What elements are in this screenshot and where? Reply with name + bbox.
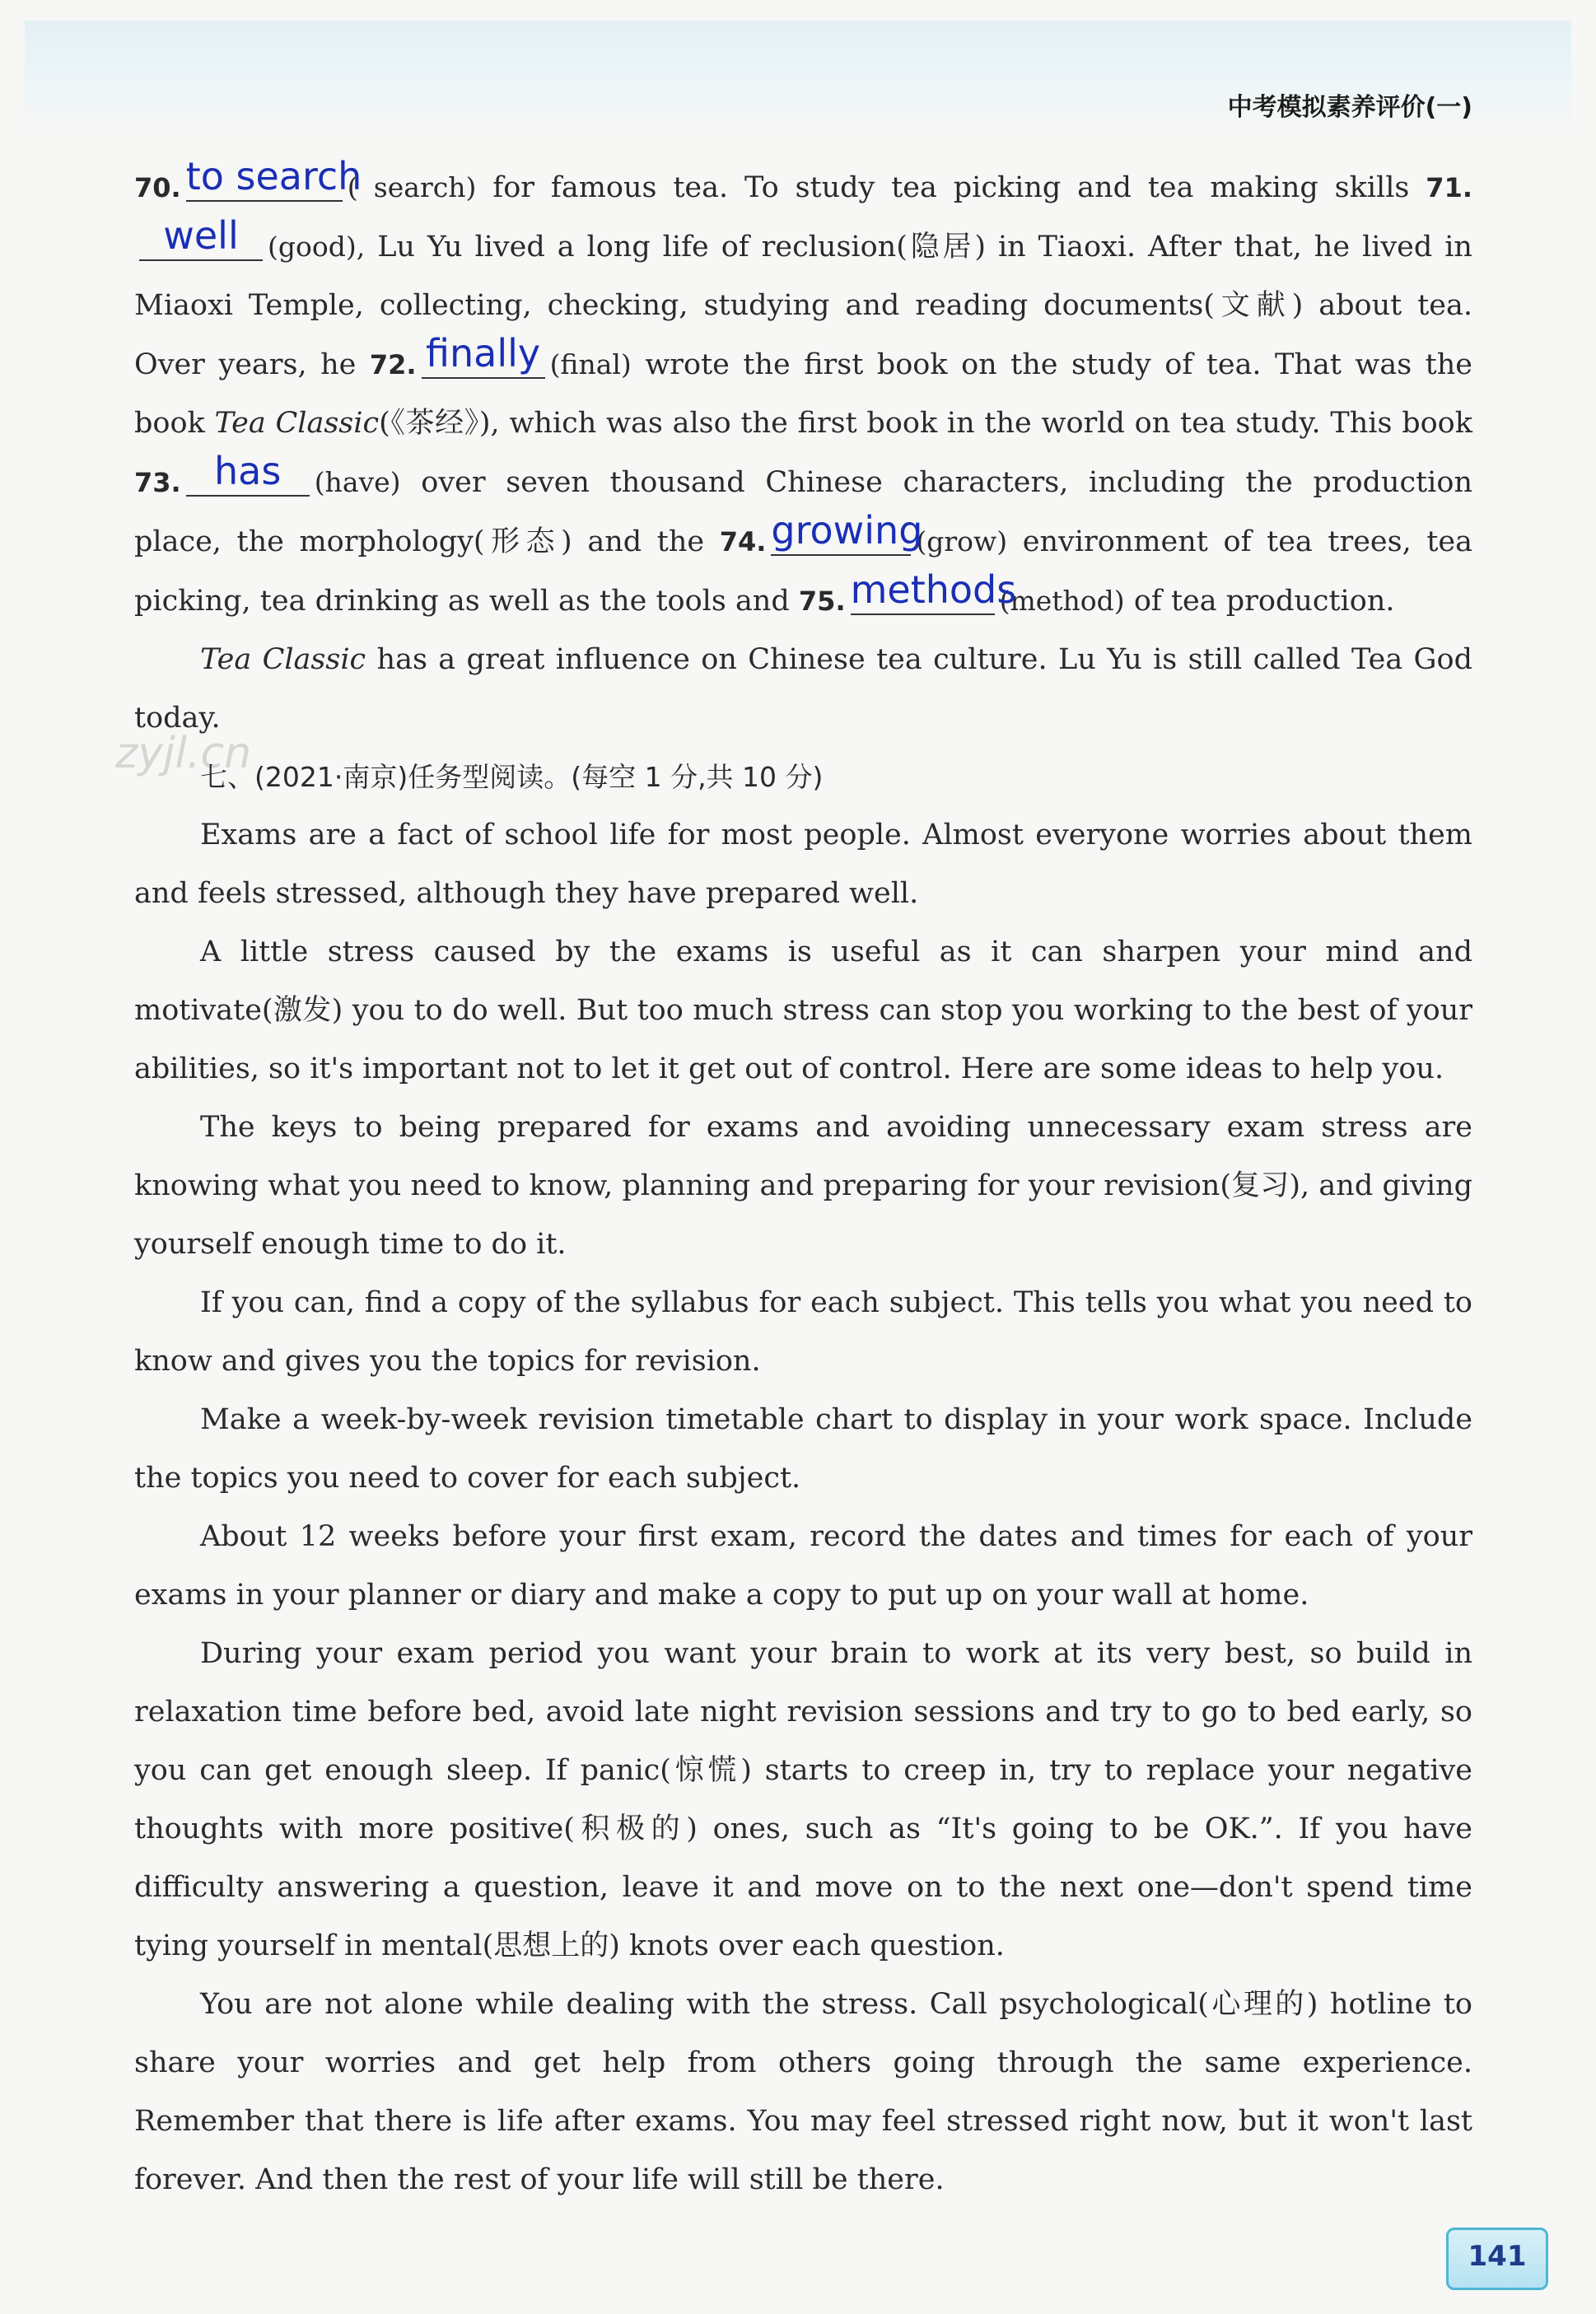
section-7-heading: 七、(2021·南京)任务型阅读。(每空 1 分,共 10 分)	[200, 761, 824, 793]
paragraph: Exams are a fact of school life for most people. Almost everyone worries about them and feels stressed, although they have prepared well.	[134, 819, 1472, 910]
page-number-badge: 141	[1446, 2228, 1548, 2290]
page-header-title: 中考模拟素养评价(一)	[1227, 93, 1472, 122]
hint-70: ( search)	[347, 171, 477, 203]
handwritten-answer-72: finally	[426, 331, 541, 376]
answer-blank-70[interactable]	[185, 154, 362, 202]
paragraph: You are not alone while dealing with the stress. Call psychological(心理的) hotline to share your worries and get help from others going through the same experience. Remember that there is life after exams. You may feel stressed right now, but it won't last forever. And then the rest of your life will still be there.	[134, 1988, 1472, 2196]
hint-73: (have)	[314, 466, 401, 498]
answer-blank-72[interactable]	[422, 331, 545, 379]
hint-72: (final)	[549, 348, 632, 380]
passage-text: of tea production.	[1133, 585, 1395, 618]
passage-text: has a great influence on Chinese tea culture. Lu Yu is still called Tea God today.	[134, 643, 1472, 735]
handwritten-answer-70: to search	[185, 154, 362, 198]
question-number-72: 72.	[369, 349, 417, 380]
paragraph: If you can, find a copy of the syllabus for each subject. This tells you what you need to know and gives you the topics for revision.	[134, 1286, 1472, 1378]
handwritten-answer-71: well	[163, 213, 239, 258]
question-number-70: 70.	[134, 172, 181, 203]
paragraph: Make a week-by-week revision timetable chart to display in your work space. Include the topics you need to cover for each subject.	[134, 1403, 1472, 1495]
paragraph: A little stress caused by the exams is useful as it can sharpen your mind and motivate(激发) you to do well. But too much stress can stop you working to the best of your abilities, so it's important not to let it get out of control. Here are some ideas to help you.	[134, 935, 1472, 1085]
passage1-closing-paragraph	[134, 631, 1472, 748]
answer-blank-75[interactable]	[850, 567, 1017, 615]
watermark: zyjl.cn	[115, 729, 252, 778]
document-body	[134, 154, 1472, 2209]
passage-text: (《茶经》), which was also the first book in the world on tea study. This book	[379, 407, 1472, 440]
passage-text: for famous tea. To study tea picking and tea making skills	[492, 171, 1410, 204]
answer-blank-73[interactable]	[186, 449, 310, 497]
answer-blank-71[interactable]	[139, 213, 263, 261]
question-number-73: 73.	[134, 467, 181, 498]
passage-text: over seven thousand Chinese characters, including the production place, the morphology(形态) and the	[134, 466, 1472, 558]
hint-75: (method)	[999, 585, 1125, 617]
passage1-paragraph	[134, 154, 1472, 631]
question-number-75: 75.	[798, 585, 846, 617]
question-number-71: 71.	[1426, 172, 1472, 203]
handwritten-answer-74: growing	[771, 508, 923, 553]
paragraph: The keys to being prepared for exams and avoiding unnecessary exam stress are knowing what you need to know, planning and preparing for your revision(复习), and giving yourself enough time to do it.	[134, 1111, 1472, 1261]
question-number-74: 74.	[719, 526, 767, 558]
hint-71: (good),	[268, 231, 366, 263]
passage-text: wrote the first book on the study of tea. That was the book	[134, 348, 1472, 440]
paragraph: During your exam period you want your brain to work at its very best, so build in relaxation time before bed, avoid late night revision sessions and try to go to bed early, so you can get enough sleep. If panic(惊慌) starts to creep in, try to replace your negative thoughts with more positive(积极的) ones, such as “It's going to be OK.”. If you have difficulty answering a question, leave it and move on to the next one—don't spend time tying yourself in mental(思想上的) knots over each question.	[134, 1637, 1472, 1962]
passage-text: environment of tea trees, tea picking, tea drinking as well as the tools and	[134, 525, 1472, 618]
answer-blank-74[interactable]	[771, 508, 923, 556]
handwritten-answer-73: has	[214, 449, 282, 493]
handwritten-answer-75: methods	[850, 567, 1017, 612]
hint-74: (grow)	[916, 525, 1008, 558]
passage-text: Lu Yu lived a long life of reclusion(隐居) in Tiaoxi. After that, he lived in Miaoxi Temple, collecting, checking, studying and reading documents(文献) about tea. Over years, he	[134, 231, 1472, 381]
book-title: Tea Classic	[200, 643, 366, 676]
book-title: Tea Classic	[214, 407, 380, 440]
paragraph: About 12 weeks before your first exam, record the dates and times for each of your exams in your planner or diary and make a copy to put up on your wall at home.	[134, 1520, 1472, 1612]
